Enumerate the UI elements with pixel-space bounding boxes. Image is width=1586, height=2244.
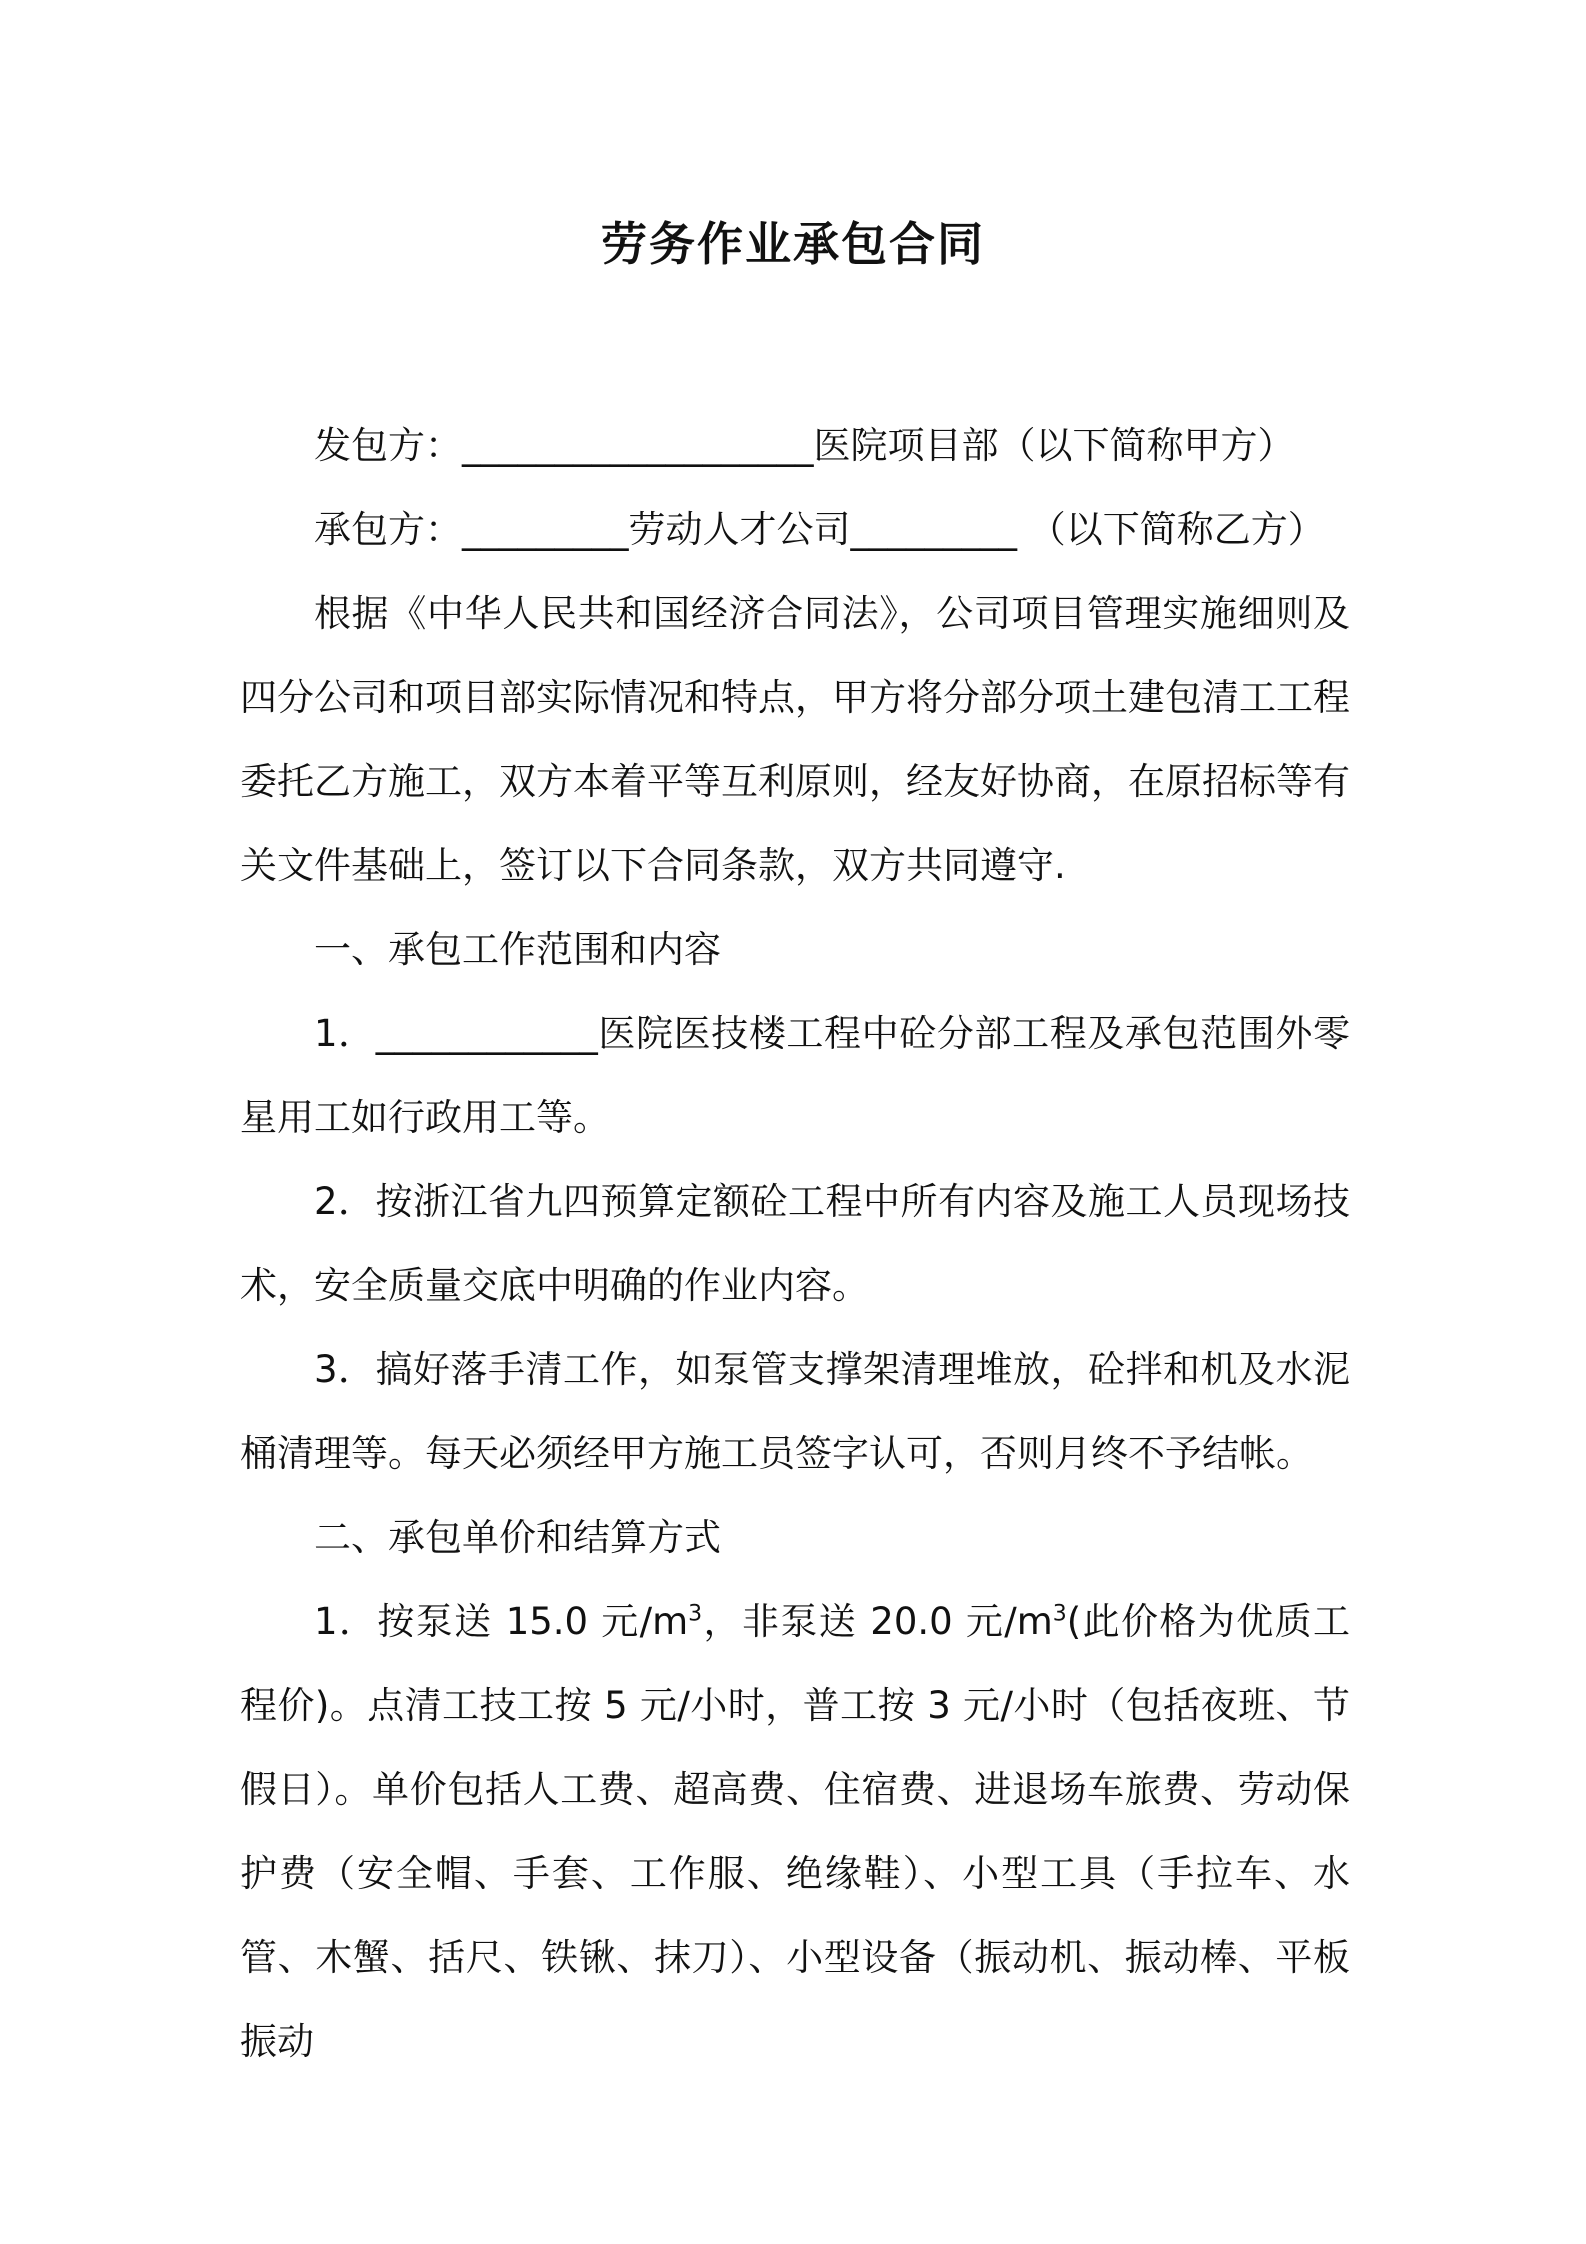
section2-item1-part3: (此价格为优质工程价)。点清工技工按 5 元/小时，普工按 3 元/小时（包括夜班、节假日）。单价包括人工费、超高费、住宿费、进退场车旅费、劳动保护费（安全帽、手套、工作服、绝缘鞋）、小型工具（手拉车、水管、木蟹、括尺、铁锹、抹刀）、小型设备（振动机、振动棒、平板振动 bbox=[240, 1600, 1350, 2063]
party-b-line bbox=[240, 488, 1350, 572]
party-a-suffix: （以下简称甲方） bbox=[998, 424, 1295, 467]
superscript-3: 3 bbox=[688, 1601, 703, 1627]
party-b-suffix: （以下简称乙方） bbox=[1028, 508, 1325, 551]
superscript-3: 3 bbox=[1052, 1601, 1067, 1627]
section1-item1-blank: ____________ bbox=[375, 1012, 598, 1055]
section2-item1-part1: 1．按泵送 15.0 元/m bbox=[314, 1600, 689, 1643]
section1-item2: 2．按浙江省九四预算定额砼工程中所有内容及施工人员现场技术，安全质量交底中明确的作业内容。 bbox=[240, 1180, 1350, 1307]
intro-paragraph: 根据《中华人民共和国经济合同法》，公司项目管理实施细则及四分公司和项目部实际情况和特点，甲方将分部分项土建包清工工程委托乙方施工，双方本着平等互利原则，经友好协商，在原招标等有关文件基础上，签订以下合同条款，双方共同遵守. bbox=[240, 592, 1350, 887]
section2-item1 bbox=[240, 1580, 1350, 2084]
section1-item1-text: 医院医技楼工程中砼分部工程及承包范围外零星用工如行政用工等。 bbox=[240, 1012, 1350, 1139]
section2-item1-part2: ，非泵送 20.0 元/m bbox=[702, 1600, 1053, 1643]
section1-item1-prefix: 1． bbox=[314, 1012, 376, 1055]
document-title: 劳务作业承包合同 bbox=[601, 217, 985, 271]
party-b-blank-after: _________ bbox=[850, 508, 1017, 551]
section1-item1 bbox=[240, 992, 1350, 1160]
party-b-blank-before: _________ bbox=[462, 508, 629, 551]
party-a-line bbox=[240, 404, 1350, 488]
section1-heading: 一、承包工作范围和内容 bbox=[314, 928, 721, 971]
party-b-label: 承包方： bbox=[314, 508, 462, 551]
document-body bbox=[240, 404, 1350, 2084]
party-a-name: 医院项目部 bbox=[813, 424, 999, 467]
section2-heading: 二、承包单价和结算方式 bbox=[314, 1516, 721, 1559]
party-b-name: 劳动人才公司 bbox=[628, 508, 851, 551]
section1-item3: 3．搞好落手清工作，如泵管支撑架清理堆放，砼拌和机及水泥桶清理等。每天必须经甲方施工员签字认可，否则月终不予结帐。 bbox=[240, 1348, 1350, 1475]
party-a-blank: ___________________ bbox=[462, 424, 814, 467]
party-a-label: 发包方： bbox=[314, 424, 462, 467]
